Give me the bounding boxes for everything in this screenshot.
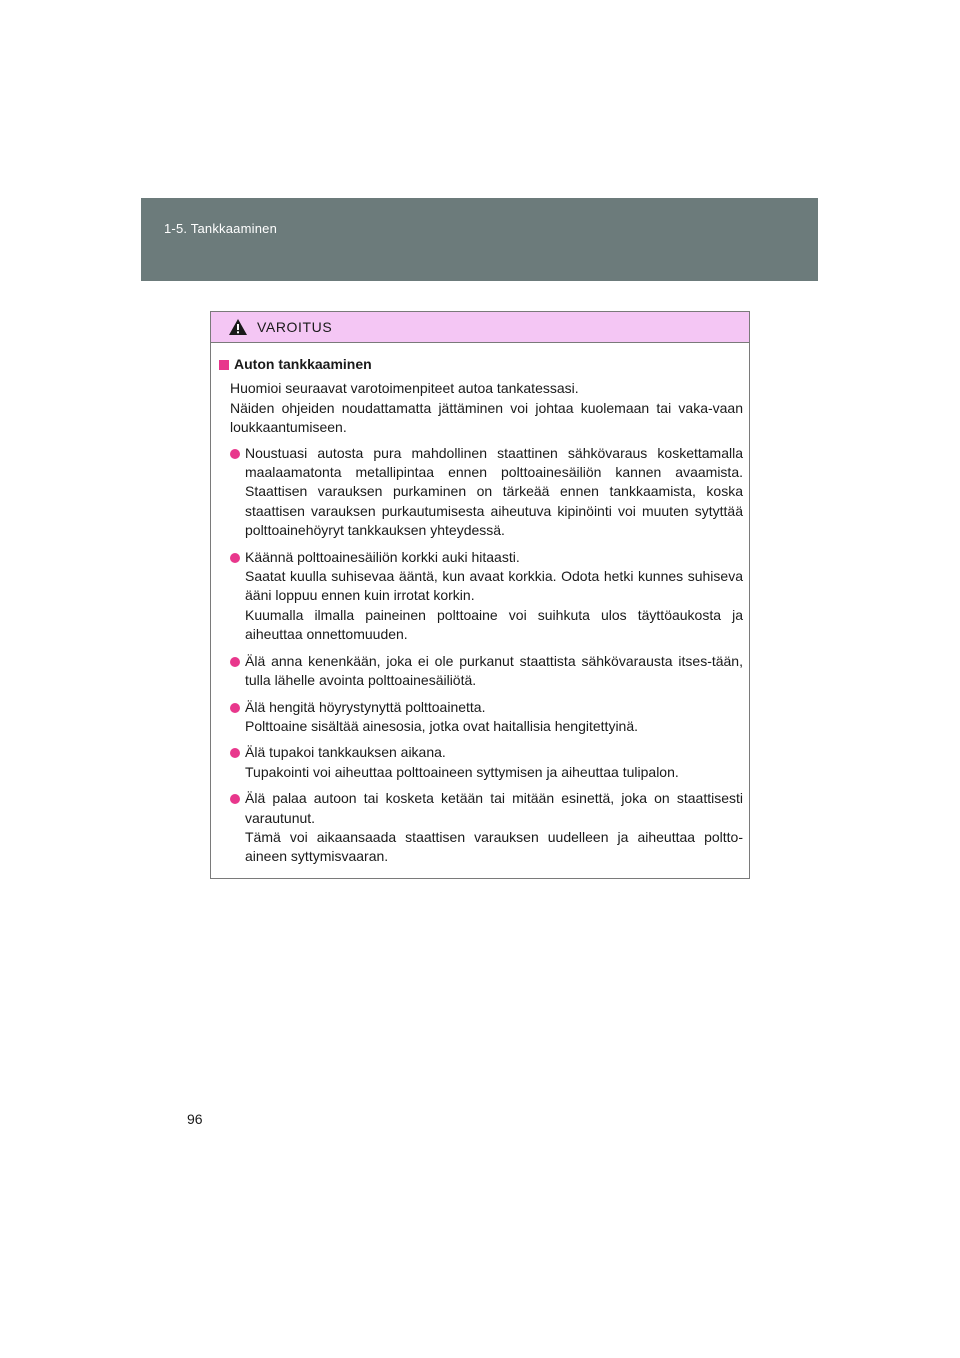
intro-line: Näiden ohjeiden noudattamatta jättäminen voi johtaa kuolemaan tai vaka-vaan loukkaantumiseen. xyxy=(230,399,743,436)
bullet-dot-icon xyxy=(219,794,243,804)
list-item-line: Älä anna kenenkään, joka ei ole purkanut staattista sähkövarausta itses-tään, tulla lähelle avointa polttoainesäiliötä. xyxy=(245,652,743,689)
list-item xyxy=(219,698,743,737)
list-item xyxy=(219,743,743,782)
page-number: 96 xyxy=(187,1111,203,1127)
list-item xyxy=(219,548,743,645)
list-item-text xyxy=(245,789,743,867)
list-item xyxy=(219,444,743,541)
bullet-dot-icon xyxy=(219,553,243,563)
warning-triangle-icon xyxy=(228,318,248,336)
subheading-text: Auton tankkaaminen xyxy=(234,356,372,372)
warning-intro xyxy=(219,379,743,437)
warning-box xyxy=(210,311,750,879)
list-item xyxy=(219,652,743,691)
list-item-text xyxy=(245,743,743,782)
list-item-line: Kuumalla ilmalla paineinen polttoaine voi suihkuta ulos täyttöaukosta ja aiheuttaa onnettomuuden. xyxy=(245,606,743,643)
list-item-line: Saatat kuulla suhisevaa ääntä, kun avaat korkkia. Odota hetki kunnes suhiseva ääni loppuu ennen kuin irrotat korkin. xyxy=(245,568,743,604)
list-item-line: Tupakointi voi aiheuttaa polttoaineen syttymisen ja aiheuttaa tulipalon. xyxy=(245,763,679,780)
bullet-dot-icon xyxy=(219,748,243,758)
list-item-text xyxy=(245,698,743,737)
list-item-line: Tämä voi aikaansaada staattisen varauksen uudelleen ja aiheuttaa poltto-aineen syttymisvaaran. xyxy=(245,828,743,865)
list-item-text xyxy=(245,444,743,541)
warning-header xyxy=(211,312,749,343)
list-item-line: Älä tupakoi tankkauksen aikana. xyxy=(245,744,446,761)
list-item-line: Käännä polttoainesäiliön korkki auki hitaasti. xyxy=(245,548,520,565)
bullet-dot-icon xyxy=(219,449,243,459)
list-item-line: Älä palaa autoon tai kosketa ketään tai mitään esinettä, joka on staattisesti varautunut. xyxy=(245,790,743,826)
warning-list xyxy=(219,444,743,867)
warning-content xyxy=(211,343,749,867)
warning-title: VAROITUS xyxy=(257,319,333,335)
section-header xyxy=(141,198,818,281)
list-item-text xyxy=(245,548,743,645)
list-item xyxy=(219,789,743,867)
square-bullet-icon xyxy=(219,360,229,370)
list-item-line: Noustuasi autosta pura mahdollinen staattinen sähkövaraus koskettamalla maalaamatonta metallipintaa ennen polttoainesäiliön kannen avaamista. Staattisen varauksen purkaminen on tärkeää ennen tankkaamista, koska staattisen varauksen purkautumisesta aiheutuva kipinöinti voi muuten sytyttää polttoainehöyryt tankkauksen yhteydessä. xyxy=(245,444,743,539)
list-item-text xyxy=(245,652,743,691)
warning-subheading xyxy=(219,355,743,374)
list-item-line: Polttoaine sisältää ainesosia, jotka ovat haitallisia hengitettyinä. xyxy=(245,717,639,734)
list-item-line: Älä hengitä höyrystynyttä polttoainetta. xyxy=(245,698,486,715)
section-title: 1-5. Tankkaaminen xyxy=(164,221,278,236)
bullet-dot-icon xyxy=(219,703,243,713)
bullet-dot-icon xyxy=(219,657,243,667)
intro-line: Huomioi seuraavat varotoimenpiteet autoa tankatessasi. xyxy=(230,380,579,397)
